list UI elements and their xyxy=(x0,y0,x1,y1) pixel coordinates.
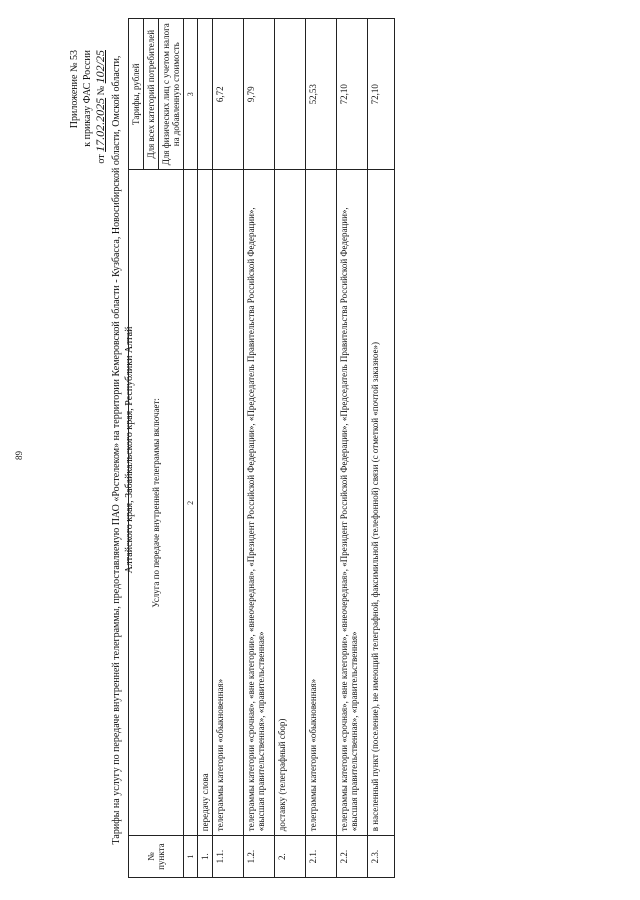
document-title: Тарифы на услугу по передаче внутренней телеграммы, предоставляемую ПАО «Ростелеком» на территории Кемеровской области - Кузбасса, Новосибирской области, Омской области, Алтайского края, Забайкальского края, Республики Алтай xyxy=(111,55,135,845)
row-service: телеграммы категории «срочная», «вне категории», «внеочередная», «Президент Российской Федерации», «Председатель Правительства Российской Федерации», «высшая правительственная», «правительственная» xyxy=(337,170,368,836)
row-num: 1. xyxy=(198,836,213,878)
row-value: 9,79 xyxy=(244,19,275,170)
row-service: в населенный пункт (поселение), не имеющий телеграфной, факсимильной (телефонной) связи (с отметкой «почтой заказное») xyxy=(368,170,395,836)
header-tariff-subcols xyxy=(144,19,184,170)
row-service: передачу слова xyxy=(198,170,213,836)
appendix-from: от xyxy=(96,154,107,164)
row-value: 72,10 xyxy=(368,19,395,170)
header-service: Услуга по передаче внутренней телеграммы включает: xyxy=(129,170,184,836)
row-service: телеграммы категории «обыкновенная» xyxy=(306,170,337,836)
table-row xyxy=(213,19,244,878)
row-num: 2.1. xyxy=(306,836,337,878)
header-num: № пункта xyxy=(129,836,184,878)
table-row xyxy=(275,19,306,878)
table-row xyxy=(244,19,275,878)
row-value: 72,10 xyxy=(337,19,368,170)
row-service: доставку (телеграфный сбор) xyxy=(275,170,306,836)
index-cell: 3 xyxy=(184,19,198,170)
header-tariffs: Тарифы, рублей xyxy=(129,19,144,170)
index-cell: 2 xyxy=(184,170,198,836)
row-value xyxy=(198,19,213,170)
table-row xyxy=(198,19,213,878)
row-value: 6,72 xyxy=(213,19,244,170)
row-num: 1.1. xyxy=(213,836,244,878)
table-row xyxy=(368,19,395,878)
order-date: 17.02.2025 xyxy=(93,97,107,152)
row-value xyxy=(275,19,306,170)
row-service: телеграммы категории «обыкновенная» xyxy=(213,170,244,836)
row-num: 2.3. xyxy=(368,836,395,878)
row-num: 2. xyxy=(275,836,306,878)
appendix-block xyxy=(68,50,108,180)
page-number: 89 xyxy=(14,451,24,460)
row-num: 1.2. xyxy=(244,836,275,878)
row-value: 52,53 xyxy=(306,19,337,170)
table-row xyxy=(306,19,337,878)
header-all-categories: Для всех категорий потребителей xyxy=(146,29,156,159)
appendix-line1: Приложение № 53 xyxy=(69,50,80,129)
row-num: 2.2. xyxy=(337,836,368,878)
appendix-line2: к приказу ФАС России xyxy=(82,50,93,147)
table-row xyxy=(337,19,368,878)
row-service: телеграммы категории «срочная», «вне категории», «внеочередная», «Президент Российской Федерации», «Председатель Правительства Российской Федерации», «высшая правительственная», «правительственная» xyxy=(244,170,275,836)
order-number-label: № xyxy=(96,85,107,96)
appendix-line3 xyxy=(94,50,108,180)
index-cell: 1 xyxy=(184,836,198,878)
order-number: 102/25 xyxy=(93,50,107,84)
header-individuals: Для физических лиц с учетом налога на добавленную стоимость xyxy=(158,19,181,169)
tariff-table xyxy=(128,18,395,878)
